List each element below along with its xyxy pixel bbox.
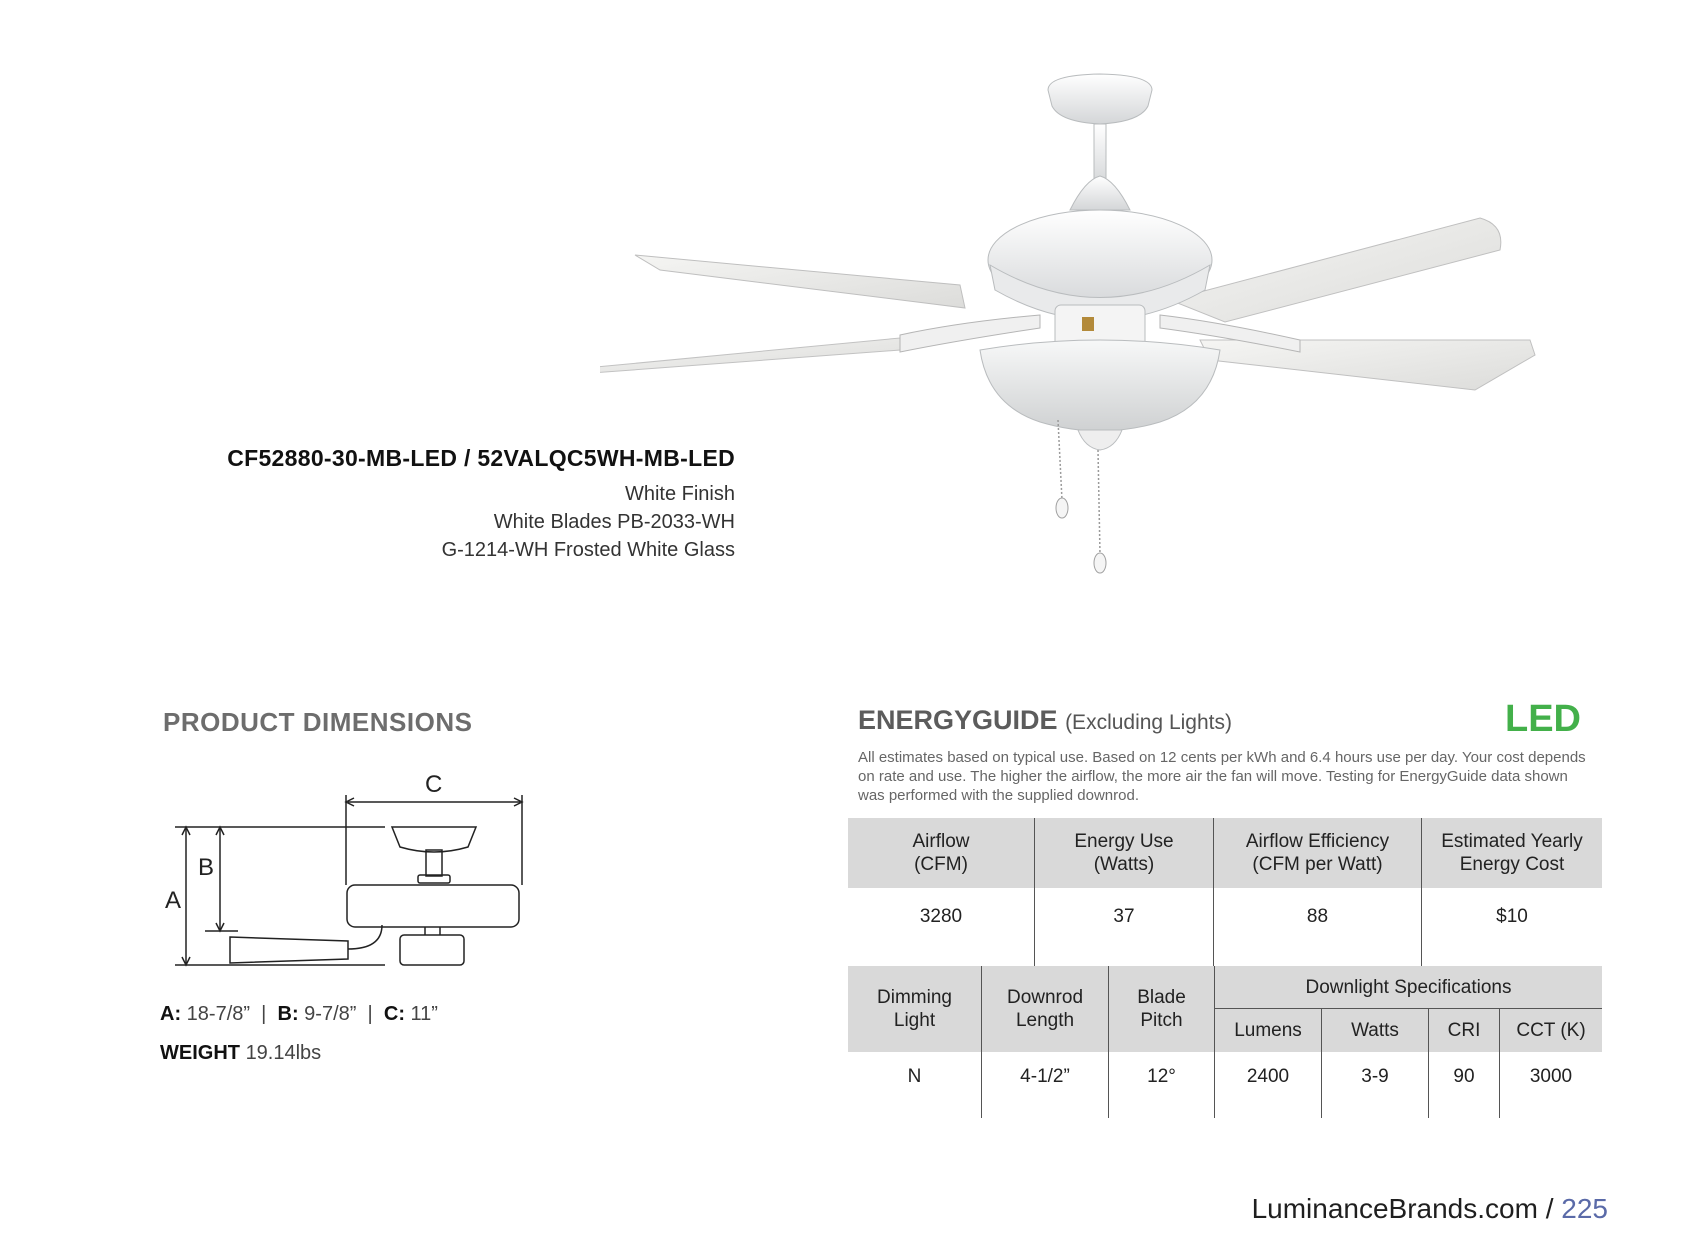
value-dimming-light: N — [848, 1052, 982, 1118]
dimensions-values — [160, 1003, 438, 1026]
diagram-label-a: A — [165, 887, 182, 914]
downlight-header-row — [848, 966, 1602, 1009]
value-lumens: 2400 — [1215, 1052, 1322, 1118]
dim-b-value: 9-7/8” — [304, 1003, 357, 1025]
dim-c-value: 11” — [410, 1003, 438, 1025]
header-lumens: Lumens — [1215, 1009, 1322, 1053]
footer-site-link[interactable]: LuminanceBrands.com — [1251, 1193, 1538, 1224]
energyguide-title-text: ENERGYGUIDE — [858, 705, 1058, 735]
header-line: (Watts) — [1093, 854, 1155, 875]
header-line: Estimated Yearly — [1441, 831, 1583, 852]
header-airflow-efficiency — [1214, 818, 1422, 888]
weight-label: WEIGHT — [160, 1042, 240, 1064]
dimensions-diagram — [150, 765, 530, 980]
header-line: Blade — [1137, 987, 1186, 1008]
footer-separator: / — [1545, 1193, 1554, 1224]
product-info — [150, 445, 735, 564]
header-line: Length — [1015, 1010, 1075, 1031]
table-row — [848, 1052, 1602, 1118]
value-airflow: 3280 — [848, 888, 1035, 966]
header-line: Airflow — [912, 831, 970, 852]
value-cct: 3000 — [1529, 1066, 1573, 1087]
header-line: Pitch — [1140, 1010, 1183, 1031]
header-line: Dimming — [877, 987, 952, 1008]
glass-spec: G-1214-WH Frosted White Glass — [441, 539, 735, 561]
diagram-label-c: C — [425, 771, 443, 798]
page-number: 225 — [1561, 1193, 1608, 1224]
weight-line — [160, 1042, 321, 1065]
value-cri: 90 — [1429, 1052, 1500, 1118]
page-footer — [1252, 1193, 1608, 1225]
header-line: (CFM) — [914, 854, 968, 875]
value-energy-use: 37 — [1035, 888, 1214, 966]
header-line: Energy Use — [1074, 831, 1174, 852]
finish-spec: White Finish — [624, 483, 735, 505]
value-downrod-length: 4-1/2” — [982, 1052, 1109, 1118]
weight-value: 19.14lbs — [245, 1042, 322, 1064]
header-line: Energy Cost — [1459, 854, 1565, 875]
header-downrod-length — [982, 966, 1109, 1052]
table-row — [848, 888, 1602, 966]
header-yearly-cost — [1422, 818, 1603, 888]
energy-header-row — [848, 818, 1602, 888]
header-airflow — [848, 818, 1035, 888]
header-downlight-specifications: Downlight Specifications — [1215, 966, 1603, 1009]
value-blade-pitch: 12° — [1109, 1052, 1215, 1118]
header-line: (CFM per Watt) — [1252, 854, 1383, 875]
header-cct: CCT (K) — [1500, 1009, 1603, 1053]
header-dimming-light — [848, 966, 982, 1052]
blades-spec: White Blades PB-2033-WH — [493, 511, 735, 533]
header-line: Downrod — [1006, 987, 1084, 1008]
header-cri: CRI — [1429, 1009, 1500, 1053]
energy-table — [848, 818, 1602, 966]
dimensions-heading: PRODUCT DIMENSIONS — [163, 707, 473, 737]
header-watts: Watts — [1322, 1009, 1429, 1053]
header-line: Light — [893, 1010, 936, 1031]
header-blade-pitch — [1109, 966, 1215, 1052]
ceiling-fan-image — [600, 60, 1600, 640]
dim-a-value: 18-7/8” — [186, 1003, 251, 1025]
header-line: Airflow Efficiency — [1245, 831, 1390, 852]
downlight-table — [848, 966, 1602, 1118]
energyguide-title — [858, 705, 1232, 736]
header-energy-use — [1035, 818, 1214, 888]
energyguide-note: All estimates based on typical use. Based on 12 cents per kWh and 6.4 hours use per day. Your cost depends on rate and use. The higher the airflow, the more air the fan will move. Testing for EnergyGuide data shown was performed with the supplied downrod. — [858, 749, 1586, 804]
dim-separator: | — [261, 1003, 267, 1025]
value-watts: 3-9 — [1322, 1052, 1429, 1118]
dim-separator: | — [367, 1003, 373, 1025]
diagram-label-b: B — [198, 854, 215, 881]
dim-a-label: A: — [160, 1003, 182, 1025]
model-number: CF52880-30-MB-LED / 52VALQC5WH-MB-LED — [227, 445, 735, 471]
value-airflow-efficiency: 88 — [1214, 888, 1422, 966]
energyguide-subtitle: (Excluding Lights) — [1065, 711, 1232, 734]
led-badge: LED — [1505, 698, 1581, 740]
value-yearly-cost: $10 — [1496, 906, 1528, 927]
dim-c-label: C: — [383, 1003, 405, 1025]
dim-b-label: B: — [277, 1003, 299, 1025]
